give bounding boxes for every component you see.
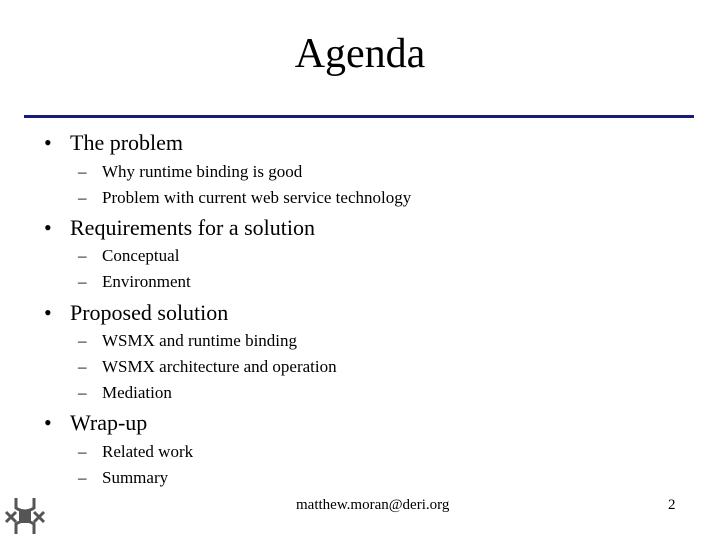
sub-item-label: Environment [102,272,191,291]
sub-item [78,467,168,489]
dash-symbol: – [78,357,87,376]
dash-symbol: – [78,162,87,181]
sub-item [78,187,411,209]
dash-symbol: – [78,246,87,265]
sub-item [78,271,191,293]
bullet-symbol: • [44,215,52,240]
sub-item [78,441,193,463]
bullet-label: Wrap-up [70,410,148,435]
page-number: 2 [668,497,676,513]
sub-item [78,330,297,352]
bullet-proposed-solution [44,300,228,326]
sub-item-label: Related work [102,442,194,461]
sub-item-label: WSMX architecture and operation [102,357,337,376]
sub-item-label: Why runtime binding is good [102,162,303,181]
bullet-symbol: • [44,410,52,435]
sub-item [78,382,172,404]
footer-email: matthew.moran@deri.org [296,497,450,513]
bullet-the-problem [44,130,183,156]
bullet-symbol: • [44,300,52,325]
dash-symbol: – [78,188,87,207]
bullet-label: The problem [70,130,184,155]
bullet-wrap-up [44,410,147,436]
dash-symbol: – [78,442,87,461]
dash-symbol: – [78,272,87,291]
sub-item [78,356,337,378]
bullet-label: Requirements for a solution [70,215,316,240]
sub-item-label: Mediation [102,383,172,402]
sub-item-label: Problem with current web service technology [102,188,412,207]
slide-title: Agenda [294,31,426,77]
sub-item-label: WSMX and runtime binding [102,331,298,350]
sub-item-label: Summary [102,468,169,487]
sub-item [78,161,302,183]
dash-symbol: – [78,468,87,487]
dash-symbol: – [78,331,87,350]
sub-item [78,245,179,267]
sub-item-label: Conceptual [102,246,180,265]
deri-logo-icon [2,494,48,538]
dash-symbol: – [78,383,87,402]
bullet-requirements [44,215,315,241]
title-divider [24,115,694,118]
bullet-label: Proposed solution [70,300,229,325]
bullet-symbol: • [44,130,52,155]
